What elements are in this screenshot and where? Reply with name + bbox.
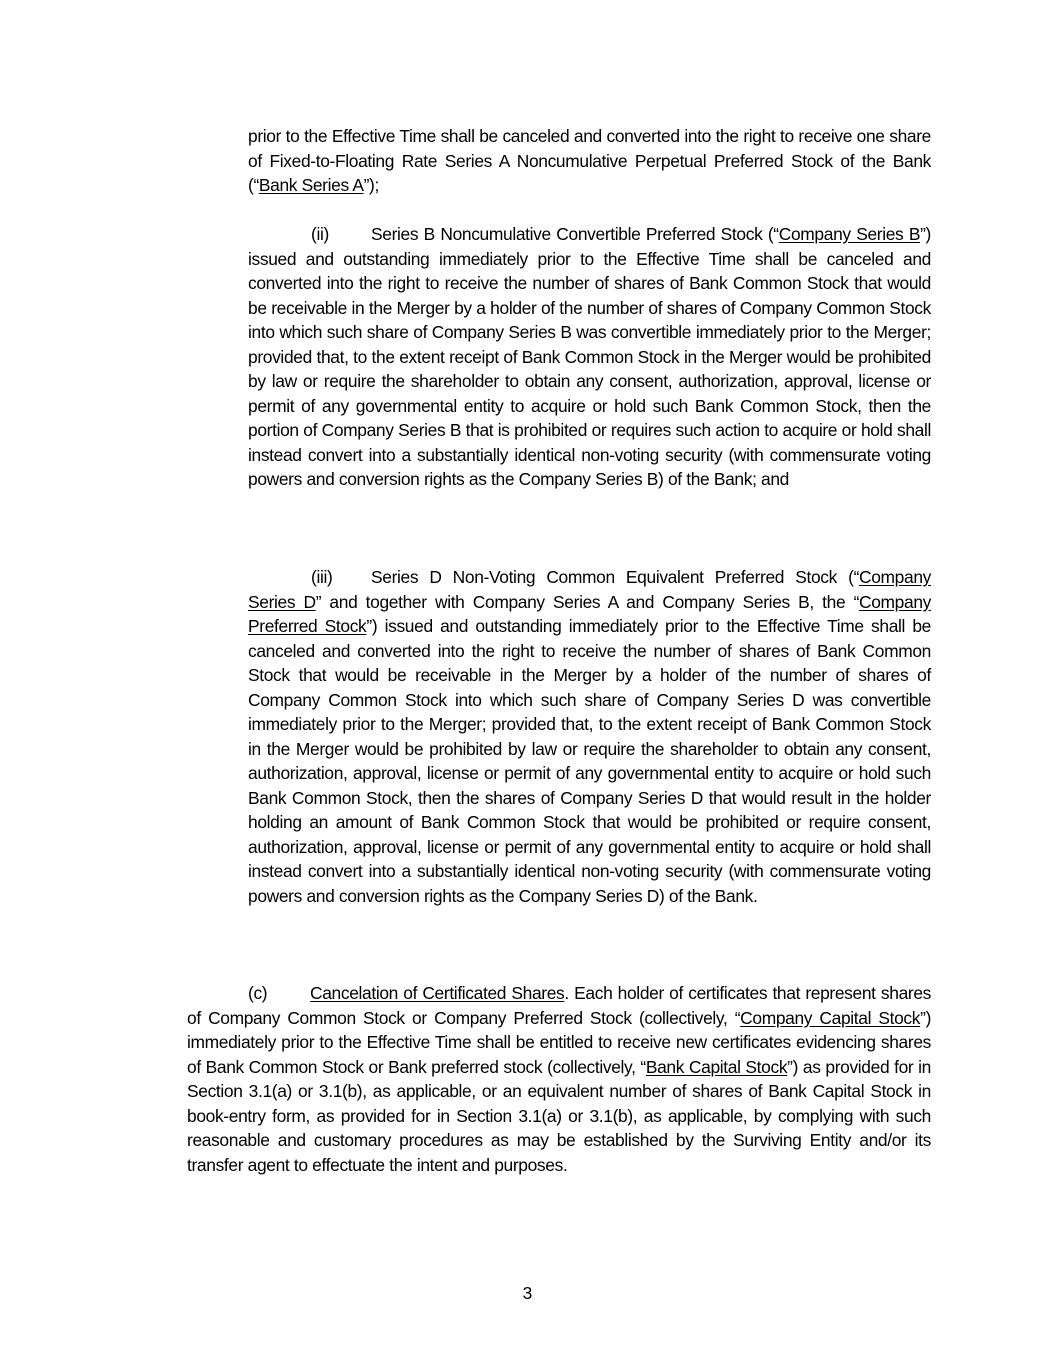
defined-term-company-series-d: Company Series D bbox=[248, 567, 931, 612]
paragraph-ii-label: (ii) bbox=[311, 224, 329, 244]
paragraph-c bbox=[187, 981, 931, 1177]
defined-term-company-preferred-stock: Company Preferred Stock bbox=[248, 591, 931, 636]
defined-term-company-capital-stock: Company Capital Stock bbox=[740, 1007, 921, 1028]
defined-term-bank-series-a: Bank Series A bbox=[258, 175, 364, 195]
paragraph-ii bbox=[248, 222, 931, 492]
section-heading-cancelation: Cancelation of Certificated Shares bbox=[310, 983, 565, 1003]
paragraph-c-text-start: . Each holder of certificates that represent shares of Company Common Stock or Company Preferred Stock (collectively, “ bbox=[187, 983, 932, 1028]
paragraph-ii-text-start: Series B Noncumulative Convertible Preferred Stock (“ bbox=[371, 224, 779, 244]
paragraph-ii-text-end: ”) issued and outstanding immediately prior to the Effective Time shall be canceled and converted into the right to receive the number of shares of Bank Common Stock that would be receivable in the Merger by a holder of the number of shares of Company Common Stock into which such share of Company Series B was convertible immediately prior to the Merger; provided that, to the extent receipt of Bank Common Stock in the Merger would be prohibited by law or require the shareholder to obtain any consent, authorization, approval, license or permit of any governmental entity to acquire or hold such Bank Common Stock, then the portion of Company Series B that is prohibited or requires such action to acquire or hold shall instead convert into a substantially identical non-voting security (with commensurate voting powers and conversion rights as the Company Series B) of the Bank; and bbox=[248, 224, 931, 489]
page-number: 3 bbox=[522, 1283, 533, 1303]
paragraph-iii-text-end: ”) issued and outstanding immediately prior to the Effective Time shall be canceled and converted into the right to receive the number of shares of Bank Common Stock that would be receivable in the Merger by a holder of the number of shares of Company Common Stock into which such share of Company Series D was convertible immediately prior to the Merger; provided that, to the extent receipt of Bank Common Stock in the Merger would be prohibited by law or require the shareholder to obtain any consent, authorization, approval, license or permit of any governmental entity to acquire or hold such Bank Common Stock, then the shares of Company Series D that would result in the holder holding an amount of Bank Common Stock that would be prohibited or require consent, authorization, approval, license or permit of any governmental entity to acquire or hold shall instead convert into a substantially identical non-voting security (with commensurate voting powers and conversion rights as the Company Series D) of the Bank. bbox=[248, 616, 931, 906]
paragraph-c-label: (c) bbox=[248, 983, 268, 1003]
paragraph-a-text: prior to the Effective Time shall be canceled and converted into the right to receive one share of Fixed-to-Floating Rate Series A Noncumulative Perpetual Preferred Stock of the Bank (“ bbox=[248, 126, 931, 195]
paragraph-a-continued bbox=[248, 124, 931, 198]
paragraph-iii bbox=[248, 565, 931, 908]
defined-term-company-series-b: Company Series B bbox=[778, 224, 921, 244]
paragraph-iii-label: (iii) bbox=[311, 567, 333, 587]
paragraph-iii-text-middle: ” and together with Company Series A and Company Series B, the “ bbox=[315, 591, 860, 612]
paragraph-iii-text-start: Series D Non-Voting Common Equivalent Preferred Stock (“ bbox=[371, 567, 860, 587]
defined-term-bank-capital-stock: Bank Capital Stock bbox=[645, 1056, 788, 1077]
paragraph-a-closing: ”); bbox=[363, 175, 379, 195]
paragraph-c-text-end: ”) as provided for in Section 3.1(a) or 3.1(b), as applicable, or an equivalent number of shares of Bank Capital Stock in book-entry form, as provided for in Section 3.1(a) or 3.1(b), as applicable, by complying with such reasonable and customary procedures as may be established by the Surviving Entity and/or its transfer agent to effectuate the intent and purposes. bbox=[187, 1056, 932, 1175]
paragraph-c-text-middle: ”) immediately prior to the Effective Time shall be entitled to receive new certificates evidencing shares of Bank Common Stock or Bank preferred stock (collectively, “ bbox=[187, 1007, 932, 1077]
